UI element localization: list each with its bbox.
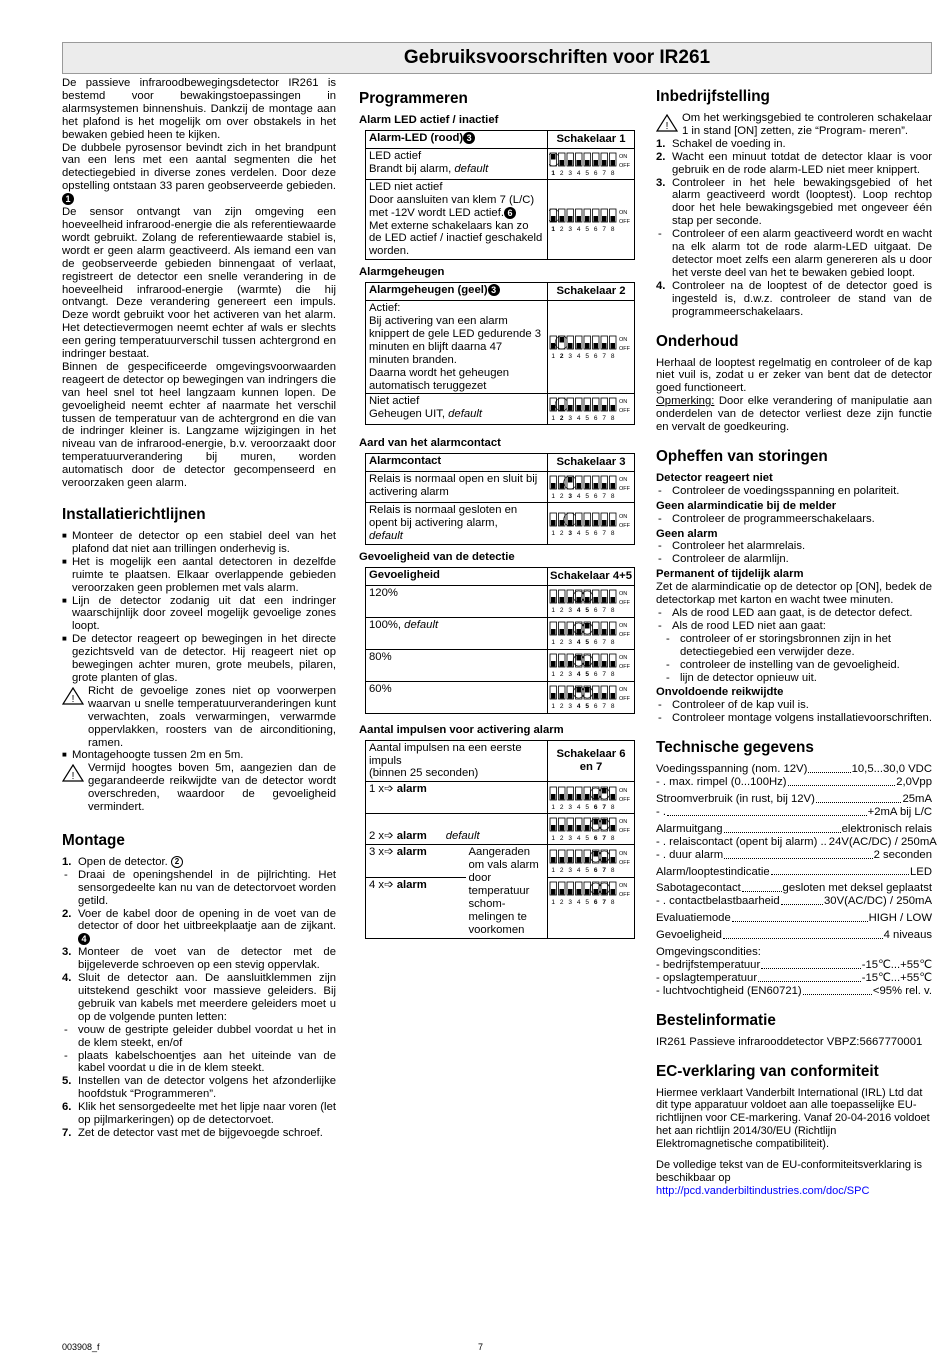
svg-text:OFF: OFF xyxy=(619,664,630,671)
svg-text:2: 2 xyxy=(559,225,564,233)
tech-spec-row: - . duur alarm 2 seconden xyxy=(656,848,932,861)
svg-text:ON: ON xyxy=(619,655,628,662)
marker-6: 6 xyxy=(504,207,516,219)
install-item: ■ Het is mogelijk een aantal detectoren in dezelfde ruimte te plaatsen. Elkaar overlappende gebieden veroorzaken geen problemen met vals alarm. xyxy=(62,555,336,594)
svg-text:ON: ON xyxy=(619,819,628,826)
warning-note: ! Om het werkingsgebied te controleren schakelaar 1 in stand [ON] zetten, zie “Program- meren”. xyxy=(656,112,932,138)
svg-text:4: 4 xyxy=(576,639,581,647)
svg-text:6: 6 xyxy=(593,169,598,177)
svg-text:ON: ON xyxy=(619,687,628,694)
svg-text:3: 3 xyxy=(568,671,573,679)
commissioning-step: 2. Wacht een minuut totdat de detector klaar is voor gebruik en de rode alarm-LED niet meer knippert. xyxy=(656,150,932,176)
svg-text:4: 4 xyxy=(576,415,581,423)
svg-text:8: 8 xyxy=(610,835,615,843)
onderhoud-heading: Onderhoud xyxy=(656,332,739,350)
svg-text:1: 1 xyxy=(551,639,556,647)
svg-text:ON: ON xyxy=(619,591,628,598)
svg-text:7: 7 xyxy=(602,607,607,615)
dip-switch xyxy=(549,652,633,678)
tech-spec-row: Voedingsspanning (nom. 12V) 10,5...30,0 VDC xyxy=(656,763,932,776)
svg-text:5: 5 xyxy=(585,169,590,177)
marker-3: 3 xyxy=(463,132,475,144)
svg-text:5: 5 xyxy=(585,493,590,501)
svg-text:2: 2 xyxy=(559,867,564,875)
svg-text:1: 1 xyxy=(551,225,556,233)
sens-title: Gevoeligheid van de detectie xyxy=(359,550,515,563)
marker-3: 3 xyxy=(488,284,500,296)
svg-text:2: 2 xyxy=(559,415,564,423)
tech-heading: Technische gegevens xyxy=(656,739,814,757)
fault-item: - Als de rood LED niet aan gaat: xyxy=(658,619,826,632)
svg-text:ON: ON xyxy=(619,787,628,794)
svg-text:3: 3 xyxy=(568,493,573,501)
montage-step: 1. Open de detector. 2 xyxy=(62,856,336,869)
inbedrijf-heading: Inbedrijfstelling xyxy=(656,88,770,105)
install-item: ■ De detector reageert op bewegingen in het directe gezichtsveld van de detector. Hij reageert niet op bewegingen achter muren, grote meubels, pilaren, grote planten of glas. xyxy=(62,633,336,684)
order-info: IR261 Passieve infrarooddetector VBPZ:5667770001 xyxy=(656,1035,923,1048)
svg-text:4: 4 xyxy=(576,671,581,679)
dip-switch xyxy=(549,848,633,874)
svg-text:7: 7 xyxy=(602,703,607,711)
fault-title: Onvoldoende reikwijdte xyxy=(656,686,784,699)
svg-text:5: 5 xyxy=(585,835,590,843)
svg-text:8: 8 xyxy=(610,703,615,711)
svg-text:2: 2 xyxy=(559,639,564,647)
fault-text: Zet de alarmindicatie op de detector op [ON], bedek de detectorkap met karton en wacht twee minuten. xyxy=(656,581,932,607)
svg-text:3: 3 xyxy=(568,803,573,811)
svg-text:OFF: OFF xyxy=(619,522,630,529)
svg-text:7: 7 xyxy=(602,415,607,423)
svg-text:4: 4 xyxy=(576,867,581,875)
fault-title: Geen alarmindicatie bij de melder xyxy=(656,499,837,512)
svg-text:ON: ON xyxy=(619,882,628,889)
svg-text:1: 1 xyxy=(551,898,556,906)
column-3 xyxy=(656,88,937,1198)
intro-p3: De sensor ontvangt van zijn omgeving een hoeveelheid infrarood-energie die als referentiewaarde wordt gebruikt. Zolang de referentiewaarde stabiel is, wordt er geen alarm geactiveerd. Als iemand een van de geobserveerde gebieden binnengaat of verlaat, registreert de detector een snelle verandering in de hoeveelheid infrarood-energie (warmte) die hij ontvangt. Deze verandering genereert een impuls. Deze wordt gebruikt voor het activeren van het alarm. Het detectievermogen neemt echter af wals er slechts een gering temperatuurverschil tussen achtergrond en indringer bestaat. xyxy=(62,206,336,361)
svg-text:6: 6 xyxy=(593,225,598,233)
fault-subitem: - lijn de detector opnieuw uit. xyxy=(666,671,817,684)
led-table: Alarm-LED (rood) 3 Schakelaar 1 LED actief Brandt bij alarm, default 1 2 3 4 5 6 7 8 ON OFF LED niet actief Door aansluiten van klem 7 (L/C) met -12V wordt LED actief. 6 Met externe schakelaars kan zo de LED actief / inactief geschakeld worden. 1 2 3 4 5 6 7 8 ON OFF xyxy=(365,130,635,260)
svg-text:6: 6 xyxy=(593,493,598,501)
commissioning-substep: - Controleer of een alarm geactiveerd wordt en wacht na elk alarm tot de rode alarm-LED uitgaat. De detector moet zelfs een alarm genereren als u door het verste deel van het te bewaken gebied loopt. xyxy=(658,228,932,279)
tech-spec-row: - . +2mA bij L/C xyxy=(656,805,932,818)
prog-heading: Programmeren xyxy=(359,90,468,107)
montage-heading: Montage xyxy=(62,831,125,849)
column-1 xyxy=(62,77,336,1140)
svg-text:OFF: OFF xyxy=(619,696,630,703)
svg-text:OFF: OFF xyxy=(619,632,630,639)
svg-text:2: 2 xyxy=(559,493,564,501)
svg-text:4: 4 xyxy=(576,493,581,501)
svg-text:ON: ON xyxy=(619,209,628,216)
svg-text:!: ! xyxy=(71,771,75,783)
svg-text:5: 5 xyxy=(585,671,590,679)
header-bar xyxy=(62,42,932,74)
svg-text:7: 7 xyxy=(602,671,607,679)
svg-text:!: ! xyxy=(71,693,75,705)
svg-text:1: 1 xyxy=(551,415,556,423)
svg-text:3: 3 xyxy=(568,835,573,843)
install-item: ■ Monteer de detector op een stabiel deel van het plafond dat niet aan trillingen onderhevig is. xyxy=(62,530,336,555)
svg-text:3: 3 xyxy=(568,529,573,537)
svg-text:3: 3 xyxy=(568,867,573,875)
svg-text:OFF: OFF xyxy=(619,796,630,803)
fault-title: Detector reageert niet xyxy=(656,471,773,484)
warning-triangle-icon xyxy=(62,687,84,705)
warning-note: ! Vermijd hoogtes boven 5m, aangezien dan de gegarandeerde reikwijdte van de detector wordt overschreden, waardoor de gevoeligheid vermindert. xyxy=(62,762,336,814)
commissioning-step: 1. Schakel de voeding in. xyxy=(656,137,786,150)
svg-text:4: 4 xyxy=(576,607,581,615)
sensitivity-table: Gevoeligheid Schakelaar 4+5 120% 1 2 3 4 5 6 7 8 ON OFF 100%, default 1 2 3 4 5 6 7 8 ON OFF 80% 1 2 3 4 5 6 7 8 ON OFF 60% 1 2 3 4 5 6 7 8 ON OFF xyxy=(365,567,635,714)
svg-text:8: 8 xyxy=(610,607,615,615)
marker-4: 4 xyxy=(78,933,90,945)
doc-code: 003908_f xyxy=(62,1342,100,1352)
svg-text:ON: ON xyxy=(619,851,628,858)
warning-note: ! Richt de gevoelige zones niet op voorwerpen waarvan u snelle temperatuurveranderingen kunt verwachten, zoals verwarmingen, verwarmde oppervlakken, roosters van de airconditioning, ramen. xyxy=(62,685,336,750)
contact-title: Aard van het alarmcontact xyxy=(359,437,501,450)
svg-text:5: 5 xyxy=(585,415,590,423)
svg-text:8: 8 xyxy=(610,639,615,647)
svg-text:4: 4 xyxy=(576,703,581,711)
fault-title: Geen alarm xyxy=(656,527,718,540)
svg-text:6: 6 xyxy=(593,835,598,843)
svg-text:2: 2 xyxy=(559,671,564,679)
svg-text:6: 6 xyxy=(593,529,598,537)
tech-spec-row: Gevoeligheid 4 niveaus xyxy=(656,929,932,942)
fault-item: - Controleer de alarmlijn. xyxy=(658,553,789,566)
svg-text:4: 4 xyxy=(576,353,581,361)
fault-item: - Controleer de voedingsspanning en polariteit. xyxy=(658,484,900,497)
svg-text:3: 3 xyxy=(568,169,573,177)
svg-text:8: 8 xyxy=(610,898,615,906)
svg-text:7: 7 xyxy=(602,639,607,647)
marker-2: 2 xyxy=(171,856,183,868)
svg-text:8: 8 xyxy=(610,225,615,233)
svg-text:3: 3 xyxy=(568,898,573,906)
svg-text:OFF: OFF xyxy=(619,346,630,353)
fault-subitem: - controleer de instelling van de gevoeligheid. xyxy=(666,658,900,671)
svg-text:4: 4 xyxy=(576,169,581,177)
page-title: Gebruiksvoorschriften voor IR261 xyxy=(403,47,711,68)
tech-spec-row: Stroomverbruik (in rust, bij 12V) 25mA xyxy=(656,792,932,805)
svg-text:4: 4 xyxy=(576,529,581,537)
memory-table: Alarmgeheugen (geel) 3 Schakelaar 2 Actief: Bij activering van een alarm knippert de gele LED gedurende 3 minuten en blijft daarna 47 minuten branden. Daarna wordt het geheugen automatisch teruggezet 1 2 3 4 5 6 7 8 ON OFF Niet actief Geheugen UIT, default 1 2 3 4 5 6 7 8 ON OFF xyxy=(365,282,635,425)
page-number: 7 xyxy=(478,1342,484,1352)
tech-spec-list xyxy=(656,763,937,998)
tech-spec-row: - luchtvochtigheid (EN60721) <95% rel. v. xyxy=(656,984,932,997)
svg-text:5: 5 xyxy=(585,898,590,906)
svg-text:!: ! xyxy=(665,121,669,132)
svg-text:1: 1 xyxy=(551,169,556,177)
svg-text:1: 1 xyxy=(551,493,556,501)
warning-triangle-icon xyxy=(62,764,84,782)
fault-item: - Controleer of de kap vuil is. xyxy=(658,699,809,712)
svg-text:1: 1 xyxy=(551,529,556,537)
dip-switch xyxy=(549,474,633,500)
install-item: ■ Lijn de detector zodanig uit dat een indringer waarschijnlijk door zoveel mogelijk gevoelige zones loopt. xyxy=(62,594,336,633)
dip-switch xyxy=(549,816,633,842)
svg-text:5: 5 xyxy=(585,225,590,233)
tech-spec-row: - opslagtemperatuur -15℃...+55℃ xyxy=(656,971,932,984)
svg-text:OFF: OFF xyxy=(619,486,630,493)
svg-text:4: 4 xyxy=(576,225,581,233)
montage-substep: - Draai de openingshendel in de pijlrichting. Het sensorgedeelte kan nu van de detectorvoet worden getild. xyxy=(64,868,336,907)
tech-spec-row: Alarm/looptestindicatie LED xyxy=(656,865,932,878)
svg-text:7: 7 xyxy=(602,493,607,501)
svg-text:8: 8 xyxy=(610,169,615,177)
montage-step: 3. Monteer de voet van de detector met de bijgeleverde schroeven op een stevig oppervlak. xyxy=(62,946,336,972)
svg-text:8: 8 xyxy=(610,867,615,875)
svg-text:1: 1 xyxy=(551,671,556,679)
svg-text:3: 3 xyxy=(568,703,573,711)
montage-substep: - plaats kabelschoentjes aan het uiteinde van de kabel voordat u die in de klem steekt. xyxy=(64,1049,336,1075)
commissioning-step: 4. Controleer na de looptest of de detector goed is ingesteld is, d.w.z. controleer de stand van de programmeerschakelaars. xyxy=(656,279,932,318)
svg-text:1: 1 xyxy=(551,835,556,843)
svg-text:6: 6 xyxy=(593,898,598,906)
warning-triangle-icon xyxy=(656,114,678,132)
marker-1: 1 xyxy=(62,193,74,205)
svg-text:ON: ON xyxy=(619,623,628,630)
column-2 xyxy=(359,90,637,943)
svg-text:6: 6 xyxy=(593,867,598,875)
svg-text:8: 8 xyxy=(610,353,615,361)
svg-text:7: 7 xyxy=(602,898,607,906)
bestel-heading: Bestelinformatie xyxy=(656,1011,776,1029)
svg-text:5: 5 xyxy=(585,703,590,711)
svg-text:6: 6 xyxy=(593,803,598,811)
led-title: Alarm LED actief / inactief xyxy=(359,114,499,126)
onderhoud-p2: Opmerking: Door elke verandering of manipulatie aan onderdelen van de detector verliest deze zijn functie en vervalt de goedkeuring. xyxy=(656,395,932,434)
svg-text:3: 3 xyxy=(568,225,573,233)
svg-text:7: 7 xyxy=(602,867,607,875)
install-heading: Installatierichtlijnen xyxy=(62,506,206,523)
svg-text:5: 5 xyxy=(585,639,590,647)
svg-text:ON: ON xyxy=(619,399,628,406)
svg-text:2: 2 xyxy=(559,835,564,843)
dip-switch xyxy=(549,620,633,646)
svg-text:2: 2 xyxy=(559,898,564,906)
commissioning-step: 3. Controleer in het hele bewakingsgebied of het alarm geactiveerd wordt (looptest). Loop rechtop door het hele bewakingsgebied met ongeveer één stap per seconde. xyxy=(656,176,932,228)
svg-text:7: 7 xyxy=(602,803,607,811)
tech-spec-row: Sabotagecontact gesloten met deksel geplaatst xyxy=(656,882,932,895)
svg-text:2: 2 xyxy=(559,529,564,537)
dip-switch xyxy=(549,785,633,811)
fault-item: - Controleer de programmeerschakelaars. xyxy=(658,512,875,525)
dip-switch xyxy=(549,880,633,906)
svg-text:OFF: OFF xyxy=(619,860,630,867)
svg-text:OFF: OFF xyxy=(619,162,630,169)
svg-text:5: 5 xyxy=(585,867,590,875)
dip-switch xyxy=(549,334,633,360)
svg-text:7: 7 xyxy=(602,169,607,177)
tech-spec-row: - . relaiscontact (opent bij alarm) .. 24V(AC/DC) / 250mA xyxy=(656,835,937,848)
svg-text:OFF: OFF xyxy=(619,218,630,225)
svg-text:5: 5 xyxy=(585,353,590,361)
mem-title: Alarmgeheugen xyxy=(359,266,445,279)
ec-text: Hiermee verklaart Vanderbilt International (IRL) Ltd dat dit type apparatuur voldoet aan alle toepasselijke EU-richtlijnen voor CE-markering. Vanaf 20-04-2016 voldoet het aan richtlijn 2014/30/EU (Richtlijn Elektromagnetische compatibiliteit). xyxy=(656,1086,930,1151)
svg-text:3: 3 xyxy=(568,639,573,647)
install-item: ■ Montagehoogte tussen 2m en 5m. xyxy=(62,749,244,762)
svg-text:1: 1 xyxy=(551,703,556,711)
svg-text:2: 2 xyxy=(559,803,564,811)
svg-text:2: 2 xyxy=(559,607,564,615)
svg-text:8: 8 xyxy=(610,415,615,423)
svg-text:6: 6 xyxy=(593,353,598,361)
svg-text:ON: ON xyxy=(619,477,628,484)
svg-text:6: 6 xyxy=(593,671,598,679)
svg-text:3: 3 xyxy=(568,607,573,615)
svg-text:ON: ON xyxy=(619,513,628,520)
svg-text:2: 2 xyxy=(559,353,564,361)
storing-heading: Opheffen van storingen xyxy=(656,447,828,465)
svg-text:5: 5 xyxy=(585,529,590,537)
svg-text:6: 6 xyxy=(593,415,598,423)
svg-text:4: 4 xyxy=(576,835,581,843)
intro-p2: De dubbele pyrosensor bevindt zich in het brandpunt van een lens met een aantal segmenten die het detectiegebied in diverse zones verdelen. Door deze opstelling ontstaan 33 paren geobserveerde gebieden. 1 xyxy=(62,141,336,205)
svg-text:6: 6 xyxy=(593,607,598,615)
tech-spec-row: - bedrijfstemperatuur -15℃...+55℃ xyxy=(656,958,932,971)
svg-text:4: 4 xyxy=(576,803,581,811)
dip-switch xyxy=(549,396,633,422)
svg-text:5: 5 xyxy=(585,607,590,615)
svg-text:1: 1 xyxy=(551,353,556,361)
svg-text:1: 1 xyxy=(551,867,556,875)
fault-item: - Controleer montage volgens installatievoorschriften. xyxy=(658,712,932,725)
dip-switch xyxy=(549,207,633,233)
svg-text:8: 8 xyxy=(610,529,615,537)
contact-table: Alarmcontact Schakelaar 3 Relais is normaal open en sluit bij activering alarm 1 2 3 4 5 6 7 8 ON OFF Relais is normaal gesloten en opent bij activering alarm, default 1 2 3 4 5 6 7 8 ON OFF xyxy=(365,453,635,545)
svg-text:1: 1 xyxy=(551,607,556,615)
svg-text:8: 8 xyxy=(610,803,615,811)
montage-step: 7. Zet de detector vast met de bijgevoegde schroef. xyxy=(62,1126,323,1139)
svg-text:7: 7 xyxy=(602,225,607,233)
montage-step: 5. Instellen van de detector volgens het afzonderlijke hoofdstuk “Programmeren”. xyxy=(62,1075,336,1101)
intro-p1: De passieve infraroodbewegingsdetector IR261 is bestemd voor bewakingstoepassingen in alarmsystemen binnenshuis. Dankzij de montage aan het plafond is het mogelijk om over obstakels in het bewaken gebied heen te kijken. xyxy=(62,77,336,141)
fault-item: - Controleer het alarmrelais. xyxy=(658,540,806,553)
svg-text:6: 6 xyxy=(593,703,598,711)
svg-text:7: 7 xyxy=(602,835,607,843)
pulse-title: Aantal impulsen voor activering alarm xyxy=(359,723,564,736)
svg-text:1: 1 xyxy=(551,803,556,811)
fault-subitem: - controleer of er storingsbronnen zijn in het detectiegebied een verwijder deze. xyxy=(666,632,891,658)
ec-text-2: De volledige tekst van de EU-conformiteitsverklaring is beschikbaar op xyxy=(656,1159,922,1184)
ec-link[interactable]: http://pcd.vanderbiltindustries.com/doc/SPC xyxy=(656,1184,870,1197)
svg-text:ON: ON xyxy=(619,337,628,344)
svg-text:6: 6 xyxy=(593,639,598,647)
svg-text:OFF: OFF xyxy=(619,408,630,415)
tech-spec-row: Evaluatiemode HIGH / LOW xyxy=(656,912,932,925)
tech-spec-row: Omgevingscondities: xyxy=(656,946,761,959)
svg-text:OFF: OFF xyxy=(619,600,630,607)
dip-switch xyxy=(549,684,633,710)
svg-text:8: 8 xyxy=(610,671,615,679)
montage-step: 6. Klik het sensorgedeelte met het lipje naar voren (let op pijlmarkeringen) op de detectorvoet. xyxy=(62,1101,336,1127)
svg-text:OFF: OFF xyxy=(619,828,630,835)
dip-switch xyxy=(549,588,633,614)
pulse-note: Aangeraden om vals alarm door temperatuur schom-melingen te voorkomen xyxy=(466,845,548,938)
svg-text:8: 8 xyxy=(610,493,615,501)
fault-title: Permanent of tijdelijk alarm xyxy=(656,568,804,581)
svg-text:7: 7 xyxy=(602,353,607,361)
pulse-table: Aantal impulsen na een eerste impuls (binnen 25 seconden) Schakelaar 6 en 7 1 x➩ alarm 1 2 3 4 5 6 7 8 ON OFF 2 x➩ alarm default 1 2 3 4 5 6 7 8 ON OFF 3 x➩ alarm Aangeraden om vals alarm door temperatuur schom-melingen te voorkomen 1 2 3 4 5 6 7 8 ON OFF 4 x➩ alarm 1 2 3 4 5 6 7 8 ON OFF xyxy=(365,740,635,939)
montage-step: 4. Sluit de detector aan. De aansluitklemmen zijn uitstekend geschikt voor massieve geleiders. Bij gebruik van kabels met meerdere geleiders moet u op de volgende punten letten: xyxy=(62,972,336,1023)
svg-text:3: 3 xyxy=(568,415,573,423)
svg-text:2: 2 xyxy=(559,703,564,711)
svg-text:OFF: OFF xyxy=(619,891,630,898)
montage-step: 2. Voer de kabel door de opening in de voet van de detector of door het uitbreekplaatje aan de zijkant. 4 xyxy=(62,907,336,945)
svg-text:4: 4 xyxy=(576,898,581,906)
tech-spec-row: - . max. rimpel (0...100Hz) 2,0Vpp xyxy=(656,776,932,789)
intro-p4: Binnen de gespecificeerde omgevingsvoorwaarden reageert de detector op bewegingen van indringers die van heel snel tot heel langzaam kunnen lopen. De gevoeligheid neemt echter af naarmate het verschil tussen de temperatuur van de achtergrond en die van de indringer kleiner is. Langzame wijzigingen in het niveau van de infrarood-energie, b.v. veroorzaakt door temperatuurverandering bij muren, worden automatisch door de detector gecompenseerd en veroorzaken geen alarm. xyxy=(62,360,336,490)
svg-text:3: 3 xyxy=(568,353,573,361)
ec-heading: EC-verklaring van conformiteit xyxy=(656,1062,879,1080)
dip-switch xyxy=(549,151,633,177)
dip-switch xyxy=(549,511,633,537)
montage-substep: - vouw de gestripte geleider dubbel voordat u het in de klem steekt, en/of xyxy=(64,1023,336,1049)
onderhoud-p1: Herhaal de looptest regelmatig en controleer of de kap niet vuil is, zodat u er zeker van bent dat de detector goed functioneert. xyxy=(656,356,932,395)
svg-text:2: 2 xyxy=(559,169,564,177)
fault-item: - Als de rood LED aan gaat, is de detector defect. xyxy=(658,607,913,619)
svg-text:7: 7 xyxy=(602,529,607,537)
tech-spec-row: - . contactbelastbaarheid 30V(AC/DC) / 250mA xyxy=(656,895,932,908)
tech-spec-row: Alarmuitgang elektronisch relais xyxy=(656,822,932,835)
svg-text:ON: ON xyxy=(619,153,628,160)
svg-text:5: 5 xyxy=(585,803,590,811)
